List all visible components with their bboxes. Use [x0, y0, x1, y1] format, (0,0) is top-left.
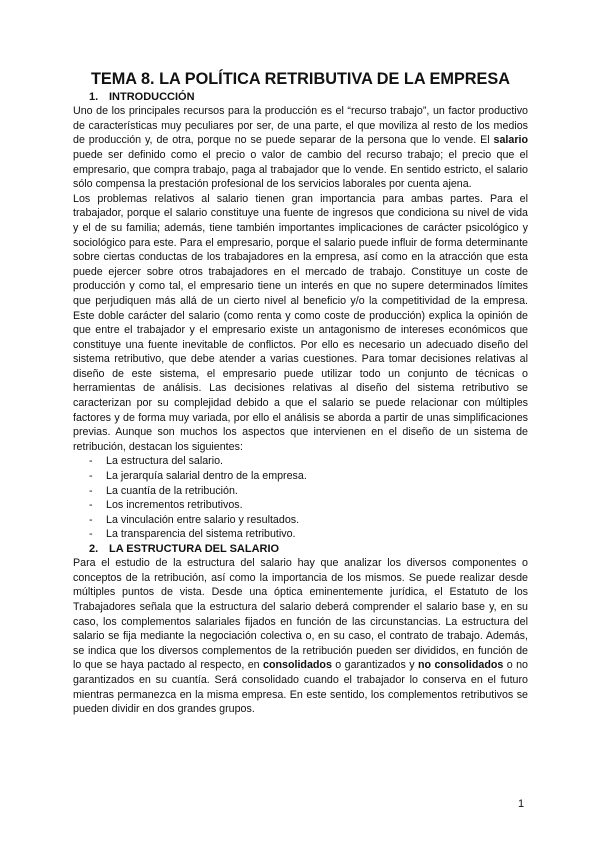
- text-run: puede ser definido como el precio o valor de cambio del recurso trabajo; el precio que el empresario, que compra trabajo, paga al trabajador que lo vende. En sentido estricto, el salario sólo compensa la prestación profesional de los servicios laborales por cuenta ajena.: [73, 148, 528, 191]
- text-run: o garantizados y: [331, 659, 418, 672]
- page-number: 1: [518, 798, 525, 810]
- text-run: o no garantizados en su cuantía. Será consolidado cuando el trabajador lo conserva en el futuro mientras permanezca en la misma empresa. En este sentido, los complementos retributivos se pueden dividir en dos grandes grupos.: [73, 659, 528, 716]
- paragraph-estructura-1: [73, 556, 528, 717]
- paragraph-intro-1: [73, 104, 528, 192]
- list-item: - Los incrementos retributivos.: [73, 498, 528, 513]
- list-item: - La jerarquía salarial dentro de la empresa.: [73, 469, 528, 484]
- text-run: Uno de los principales recursos para la producción es el “recurso trabajo”, un factor productivo de características muy peculiares por ser, de una parte, el que moviliza al resto de los medios de producción y, de otra, porque no se puede separar de la persona que lo vende. El: [73, 105, 528, 147]
- list-item: - La cuantía de la retribución.: [73, 484, 528, 499]
- aspects-list: [73, 454, 528, 542]
- section-heading-text: LA ESTRUCTURA DEL SALARIO: [109, 543, 280, 556]
- paragraph-intro-2: Los problemas relativos al salario tienen gran importancia para ambas partes. Para el trabajador, porque el salario constituye una fuente de ingresos que condiciona su nivel de vida y el de su familia; además, tiene también importantes implicaciones de carácter psicológico y sociológico para este. Para el empresario, porque el salario puede influir de forma determinante sobre ciertas conductas de los trabajadores en la empresa, así como en la atracción que esta puede ejercer sobre otros trabajadores en el mercado de trabajo. Constituye un coste de producción y como tal, el empresario tiene un interés en que no supere determinados límites que perjudiquen más allá de un cierto nivel al beneficio y/o la competitividad de la empresa. Este doble carácter del salario (como renta y como coste de producción) explica la opinión de que entre el trabajador y el empresario existe un antagonismo de intereses económicos que constituye una fuente inevitable de conflictos. Por ello es necesario un adecuado diseño del sistema retributivo, que debe atender a varias cuestiones. Para tomar decisiones relativas al diseño de este sistema, el empresario puede utilizar todo un conjunto de técnicas o herramientas de análisis. Las decisiones relativas al diseño del sistema retributivo se caracterizan por su complejidad debido a que el salario se puede relacionar con múltiples factores y de forma muy variada, por ello el análisis se aborda a partir de unas simplificaciones previas. Aunque son muchos los aspectos que intervienen en el diseño de un sistema de retribución, destacan los siguientes:: [73, 192, 528, 453]
- document-page: [73, 70, 528, 717]
- section-heading-estructura: [73, 542, 528, 556]
- bold-term-consolidados: consolidados: [263, 659, 332, 672]
- section-number: 2.: [89, 543, 99, 556]
- section-heading-introduccion: [73, 90, 528, 104]
- section-number: 1.: [89, 91, 99, 103]
- text-run: Para el estudio de la estructura del salario hay que analizar los diversos componentes o conceptos de la retribución, así como la importancia de los mismos. Se puede realizar desde múltiples puntos de vista. Desde una óptica eminentemente jurídica, el Estatuto de los Trabajadores señala que la estructura del salario deberá comprender el salario base y, en su caso, los complementos salariales fijados en función de las circunstancias. La estructura del salario se fija mediante la negociación colectiva o, en su caso, el contrato de trabajo. Además, se indica que los diversos complementos de la retribución pueden ser divididos, en función de lo que se haya pactado al respecto, en: [73, 557, 528, 672]
- list-item: - La vinculación entre salario y resultados.: [73, 513, 528, 528]
- list-item: - La transparencia del sistema retributivo.: [73, 527, 528, 542]
- bold-term-salario: salario: [493, 134, 528, 147]
- section-heading-text: INTRODUCCIÓN: [109, 91, 195, 103]
- list-item: - La estructura del salario.: [73, 454, 528, 469]
- bold-term-no-consolidados: no consolidados: [418, 659, 504, 672]
- document-title: TEMA 8. LA POLÍTICA RETRIBUTIVA DE LA EMPRESA: [90, 70, 511, 88]
